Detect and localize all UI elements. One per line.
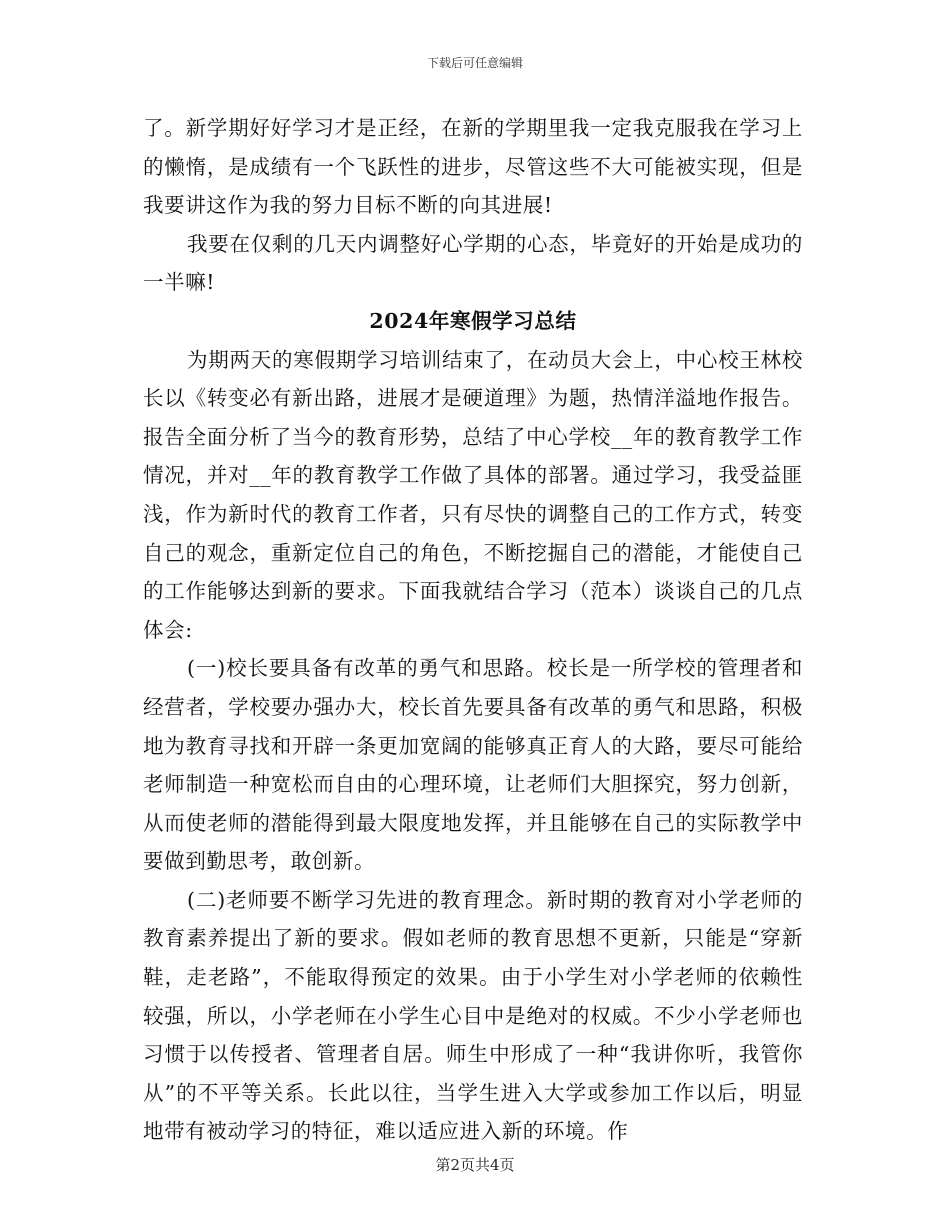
paragraph-intro: 为期两天的寒假期学习培训结束了，在动员大会上，中心校王林校长以《转变必有新出路，进展才是硬道理》为题，热情洋溢地作报告。报告全面分析了当今的教育形势，总结了中心学校__年的教育教学工作情况，并对__年的教育教学工作做了具体的部署。通过学习，我受益匪浅，作为新时代的教育工作者，只有尽快的调整自己的工作方式，转变自己的观念，重新定位自己的角色，不断挖掘自己的潜能，才能使自己的工作能够达到新的要求。下面我就结合学习（范本）谈谈自己的几点体会: [143,347,803,642]
paragraph-closing: 我要在仅剩的几天内调整好心学期的心态，毕竟好的开始是成功的一半嘛! [143,231,803,295]
paragraph-continued: 了。新学期好好学习才是正经，在新的学期里我一定我克服我在学习上的懒惰，是成绩有一个飞跃性的进步，尽管这些不大可能被实现，但是我要讲这作为我的努力目标不断的向其进展! [143,116,803,218]
paragraph-point-one: (一)校长要具备有改革的勇气和思路。校长是一所学校的管理者和经营者，学校要办强办大，校长首先要具备有改革的勇气和思路，积极地为教育寻找和开辟一条更加宽阔的能够真正育人的大路，要尽可能给老师制造一种宽松而自由的心理环境，让老师们大胆探究，努力创新，从而使老师的潜能得到最大限度地发挥，并且能够在自己的实际教学中要做到勤思考，敢创新。 [143,656,803,874]
page-header-note: 下载后可任意编辑 [426,56,523,70]
document-body [143,109,803,1151]
section-title: 2024年寒假学习总结 [369,308,577,333]
page-number: 第2页共4页 [435,1156,515,1174]
paragraph-point-two: (二)老师要不断学习先进的教育理念。新时期的教育对小学老师的教育素养提出了新的要求。假如老师的教育思想不更新，只能是“穿新鞋，走老路”，不能取得预定的效果。由于小学生对小学老师的依赖性较强，所以，小学老师在小学生心目中是绝对的权威。不少小学老师也习惯于以传授者、管理者自居。师生中形成了一种“我讲你听，我管你从”的不平等关系。长此以往，当学生进入大学或参加工作以后，明显地带有被动学习的特征，难以适应进入新的环境。作 [143,887,803,1144]
